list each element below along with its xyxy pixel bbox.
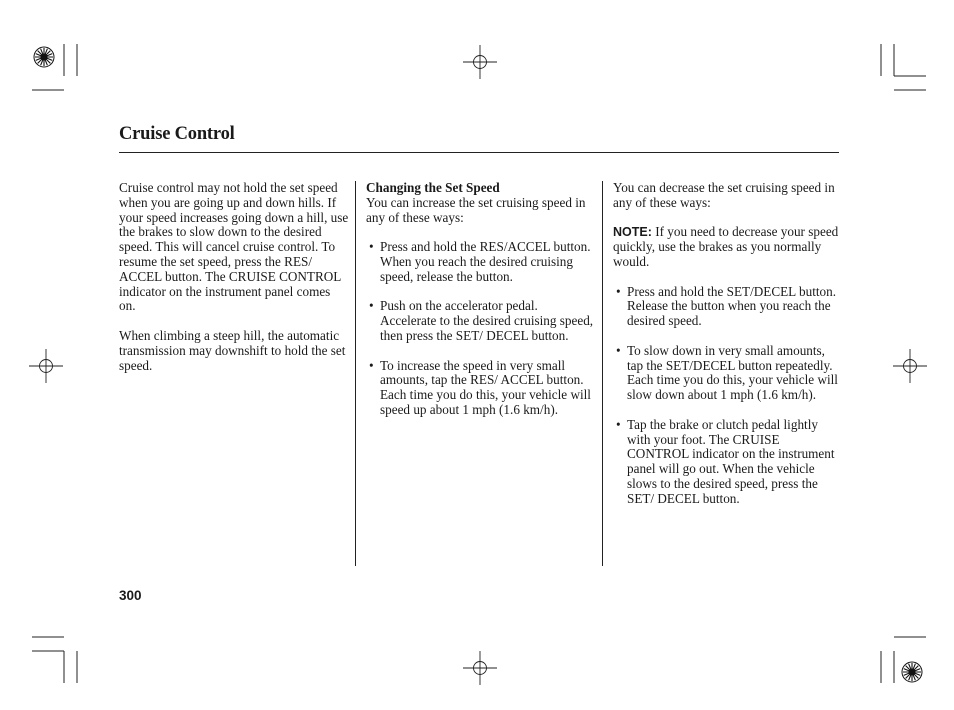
bullet-icon: • — [369, 357, 374, 373]
column-divider-right — [602, 181, 603, 566]
list-item — [366, 299, 594, 343]
list-item-text: Press and hold the RES/ACCEL button. When you reach the desired cruising speed, release the button. — [380, 239, 591, 284]
bullet-icon: • — [369, 239, 374, 255]
page-number: 300 — [119, 588, 142, 603]
note-paragraph — [613, 225, 839, 269]
list-item — [613, 418, 839, 507]
column-middle — [366, 181, 594, 433]
column-left — [119, 181, 349, 388]
note-text: If you need to decrease your speed quickly, use the brakes as you normally would. — [613, 224, 839, 269]
list-item-text: Tap the brake or clutch pedal lightly with your foot. The CRUISE CONTROL indicator on the instrument panel will go out. When the vehicle slows to the desired speed, press the SET/ DECEL button. — [627, 416, 835, 506]
list-item — [366, 240, 594, 284]
column-right — [613, 181, 839, 521]
list-item — [613, 344, 839, 403]
bullet-list — [366, 240, 594, 418]
list-item — [366, 359, 594, 418]
registration-mark-top — [463, 45, 497, 79]
paragraph: Cruise control may not hold the set speed when you are going up and down hills. If your speed increases going down a hill, use the brakes to slow down to the desired speed. This will cancel cruise control. To resume the set speed, press the RES/ ACCEL button. The CRUISE CONTROL indicator on the instrument panel comes on. — [119, 180, 349, 314]
title-rule — [119, 152, 839, 153]
bullet-icon: • — [616, 342, 621, 358]
paragraph: When climbing a steep hill, the automatic transmission may downshift to hold the set speed. — [119, 327, 346, 373]
bullet-icon: • — [616, 416, 621, 432]
intro-paragraph: You can increase the set cruising speed in any of these ways: — [366, 194, 586, 225]
list-item-text: To slow down in very small amounts, tap the SET/DECEL button repeatedly. Each time you do this, your vehicle will slow down about 1 mph (1.6 km/h). — [627, 342, 838, 403]
intro-paragraph: You can decrease the set cruising speed in any of these ways: — [613, 180, 835, 210]
list-item — [613, 285, 839, 329]
bullet-list — [613, 285, 839, 507]
registration-mark-bottom — [463, 651, 497, 685]
section-heading: Changing the Set Speed — [366, 180, 500, 195]
list-item-text: Press and hold the SET/DECEL button. Release the button when you reach the desired speed. — [627, 283, 837, 329]
starburst-mark-bottom-right — [902, 662, 922, 682]
bullet-icon: • — [616, 283, 621, 299]
registration-mark-right — [893, 349, 927, 383]
starburst-mark-top-left — [34, 47, 54, 67]
bullet-icon: • — [369, 298, 374, 314]
column-divider-left — [355, 181, 356, 566]
list-item-text: Push on the accelerator pedal. Accelerate to the desired cruising speed, then press the SET/ DECEL button. — [380, 298, 594, 343]
page-title: Cruise Control — [119, 124, 235, 144]
list-item-text: To increase the speed in very small amounts, tap the RES/ ACCEL button. Each time you do this, your vehicle will speed up about 1 mph (1.6 km/h). — [380, 357, 591, 417]
note-label: NOTE: — [613, 225, 652, 240]
registration-mark-left — [29, 349, 63, 383]
